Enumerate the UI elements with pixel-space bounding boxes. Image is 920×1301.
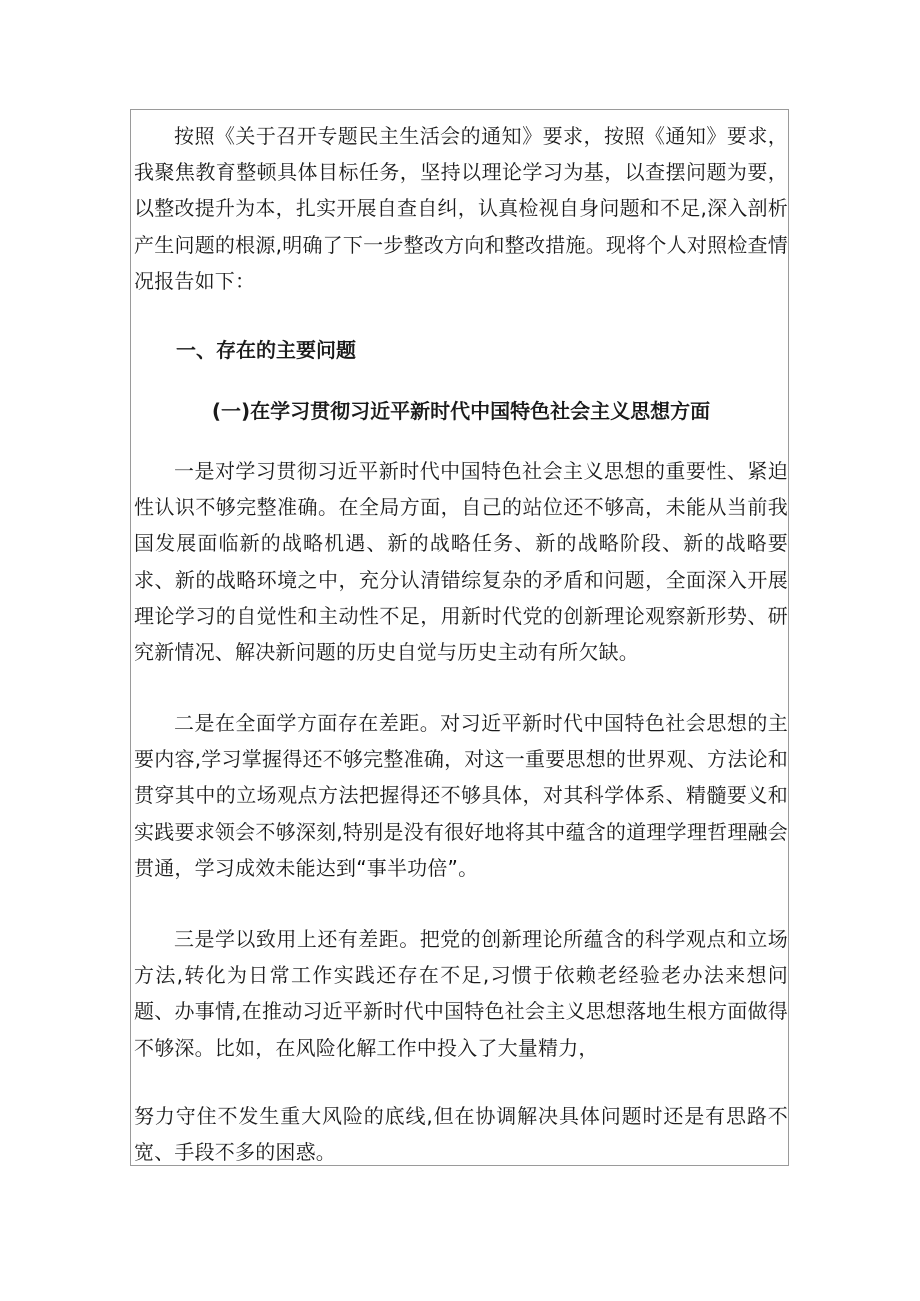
paragraph-second-issue: 二是在全面学方面存在差距。对习近平新时代中国特色社会思想的主要内容,学习掌握得还不够完整准确，对这一重要思想的世界观、方法论和贯穿其中的立场观点方法把握得还不够具体，对其科学体系、精髓要义和实践要求领会不够深刻,特别是没有很好地将其中蕴含的道理学理哲理融会贯通，学习成效未能达到“事半功倍”。 — [134, 711, 788, 880]
subsection-heading: (一)在学习贯彻习近平新时代中国特色社会主义思想方面 — [211, 399, 711, 423]
paragraph-continuation: 努力守住不发生重大风险的底线,但在协调解决具体问题时还是有思路不宽、手段不多的困惑。 — [134, 1104, 788, 1165]
section-heading: 一、存在的主要问题 — [176, 338, 356, 362]
paragraph-first-issue: 一是对学习贯彻习近平新时代中国特色社会主义思想的重要性、紧迫性认识不够完整准确。在全局方面，自己的站位还不够高，未能从当前我国发展面临新的战略机遇、新的战略任务、新的战略阶段、新的战略要求、新的战略环境之中，充分认清错综复杂的矛盾和问题，全面深入开展理论学习的自觉性和主动性不足，用新时代党的创新理论观察新形势、研究新情况、解决新问题的历史自觉与历史主动有所欠缺。 — [134, 459, 788, 665]
paragraph-third-issue: 三是学以致用上还有差距。把党的创新理论所蕴含的科学观点和立场方法,转化为日常工作实践还存在不足,习惯于依赖老经验老办法来想问题、办事情,在推动习近平新时代中国特色社会主义思想落地生根方面做得不够深。比如，在风险化解工作中投入了大量精力， — [134, 927, 788, 1060]
intro-paragraph: 按照《关于召开专题民主生活会的通知》要求，按照《通知》要求，我聚焦教育整顿具体目标任务，坚持以理论学习为基，以查摆问题为要，以整改提升为本，扎实开展自查自纠，认真检视自身问题和不足,深入剖析产生问题的根源,明确了下一步整改方向和整改措施。现将个人对照检查情况报告如下： — [134, 124, 788, 293]
